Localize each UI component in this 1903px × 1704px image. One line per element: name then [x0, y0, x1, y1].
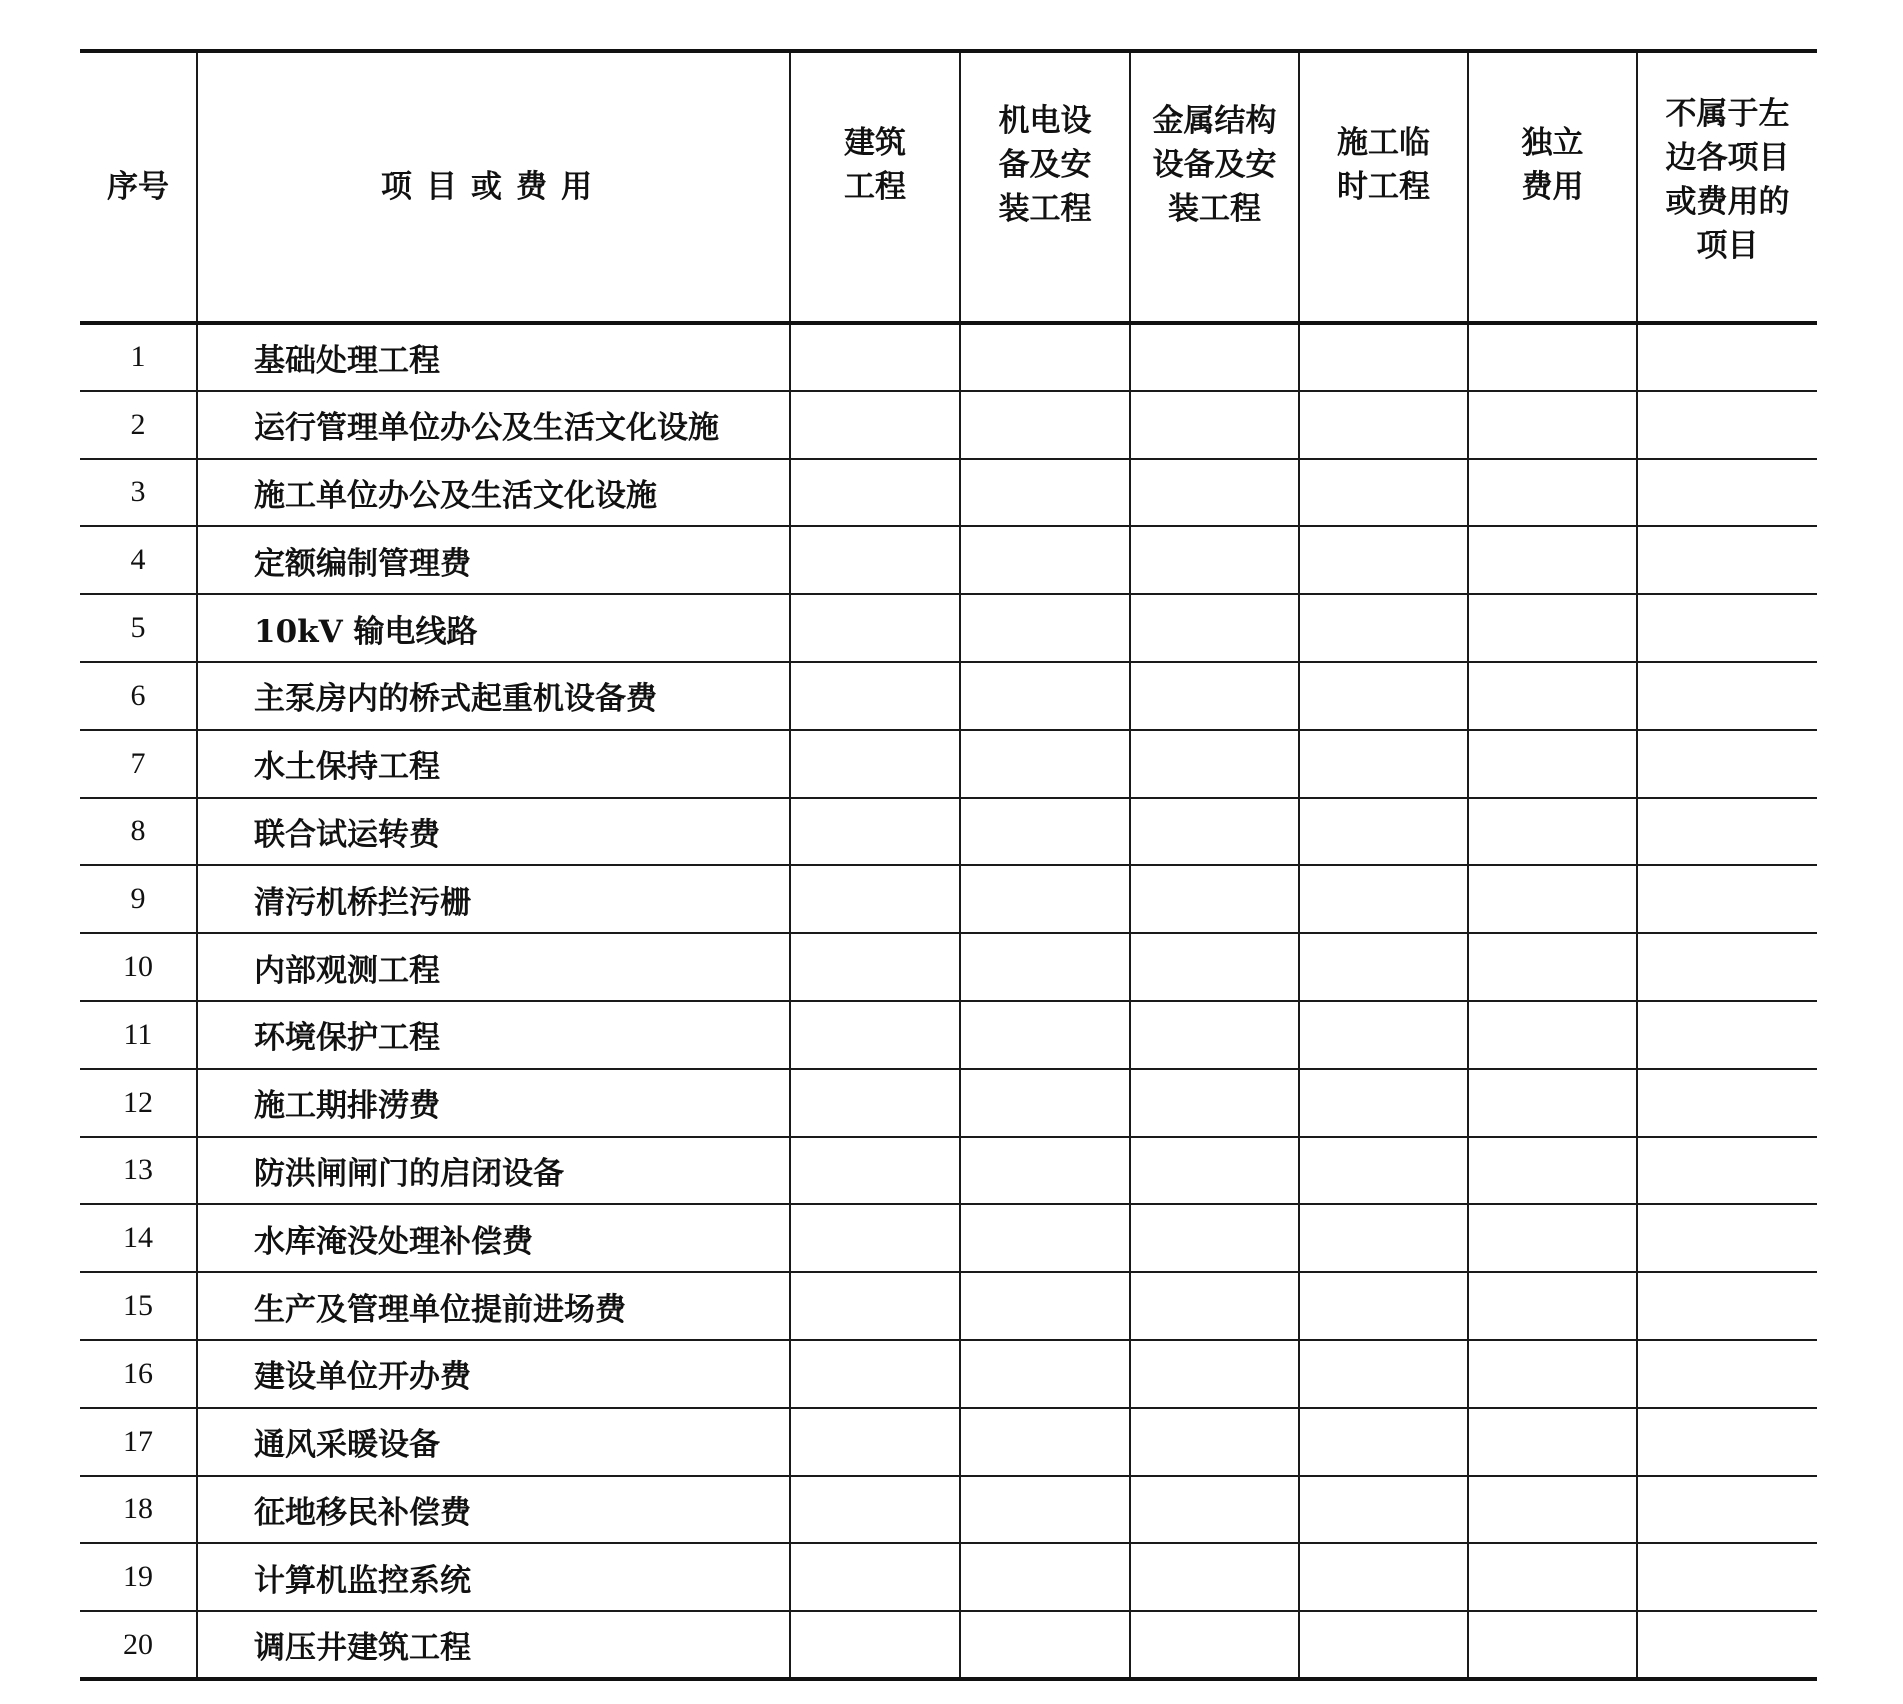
cell-metal: [1130, 1408, 1299, 1476]
table-header: [80, 51, 1817, 323]
row-seq: 7: [80, 730, 197, 798]
cell-metal: [1130, 526, 1299, 594]
row-seq: 1: [80, 323, 197, 391]
cell-mechanical: [960, 1476, 1130, 1544]
row-seq: 18: [80, 1476, 197, 1544]
cell-building: [790, 798, 960, 866]
cell-other: [1637, 1543, 1817, 1611]
cell-other: [1637, 933, 1817, 1001]
cell-mechanical: [960, 459, 1130, 527]
cell-other: [1637, 1408, 1817, 1476]
table-row: [80, 526, 1817, 594]
header-building-label: 建筑 工程: [844, 125, 906, 205]
table-row: [80, 1204, 1817, 1272]
cell-building: [790, 865, 960, 933]
cell-temporary: [1299, 459, 1468, 527]
table-row: [80, 1137, 1817, 1205]
cell-mechanical: [960, 323, 1130, 391]
cell-other: [1637, 662, 1817, 730]
cell-building: [790, 1137, 960, 1205]
cell-temporary: [1299, 1137, 1468, 1205]
cell-metal: [1130, 730, 1299, 798]
cell-building: [790, 1543, 960, 1611]
cell-temporary: [1299, 1611, 1468, 1679]
row-item-name: 基础处理工程: [197, 323, 790, 391]
row-seq: 20: [80, 1611, 197, 1679]
cell-temporary: [1299, 391, 1468, 459]
row-seq: 17: [80, 1408, 197, 1476]
cell-other: [1637, 1272, 1817, 1340]
cell-building: [790, 1476, 960, 1544]
cell-other: [1637, 391, 1817, 459]
cell-metal: [1130, 1137, 1299, 1205]
row-seq: 4: [80, 526, 197, 594]
table-row: [80, 1408, 1817, 1476]
row-item-name: 环境保护工程: [197, 1001, 790, 1069]
cell-building: [790, 1001, 960, 1069]
cell-mechanical: [960, 865, 1130, 933]
header-metal: [1130, 51, 1299, 323]
row-seq: 2: [80, 391, 197, 459]
cell-metal: [1130, 323, 1299, 391]
cell-building: [790, 526, 960, 594]
row-item-name: 调压井建筑工程: [197, 1611, 790, 1679]
cell-metal: [1130, 1204, 1299, 1272]
cell-temporary: [1299, 323, 1468, 391]
cell-building: [790, 1069, 960, 1137]
row-item-name: 建设单位开办费: [197, 1340, 790, 1408]
cell-other: [1637, 323, 1817, 391]
cell-mechanical: [960, 594, 1130, 662]
row-seq: 15: [80, 1272, 197, 1340]
header-temporary-label: 施工临 时工程: [1337, 125, 1430, 205]
row-item-name: 联合试运转费: [197, 798, 790, 866]
cell-other: [1637, 798, 1817, 866]
cell-metal: [1130, 1272, 1299, 1340]
cell-other: [1637, 1476, 1817, 1544]
cell-independent: [1468, 1340, 1637, 1408]
row-seq: 19: [80, 1543, 197, 1611]
row-seq: 12: [80, 1069, 197, 1137]
cell-mechanical: [960, 1272, 1130, 1340]
cell-temporary: [1299, 1340, 1468, 1408]
cell-independent: [1468, 459, 1637, 527]
cell-mechanical: [960, 1340, 1130, 1408]
table-row: [80, 865, 1817, 933]
cell-metal: [1130, 798, 1299, 866]
cell-metal: [1130, 1069, 1299, 1137]
table-row: [80, 594, 1817, 662]
row-item-name: 水库淹没处理补偿费: [197, 1204, 790, 1272]
cell-independent: [1468, 323, 1637, 391]
cell-building: [790, 391, 960, 459]
cell-metal: [1130, 662, 1299, 730]
cell-other: [1637, 1137, 1817, 1205]
cell-metal: [1130, 459, 1299, 527]
cell-mechanical: [960, 391, 1130, 459]
header-seq: [80, 51, 197, 323]
cell-mechanical: [960, 933, 1130, 1001]
row-seq: 13: [80, 1137, 197, 1205]
cell-independent: [1468, 933, 1637, 1001]
cell-mechanical: [960, 730, 1130, 798]
cell-temporary: [1299, 798, 1468, 866]
header-seq-label: 序号: [107, 169, 169, 205]
cell-independent: [1468, 1408, 1637, 1476]
cell-temporary: [1299, 526, 1468, 594]
cell-independent: [1468, 730, 1637, 798]
row-item-name: 计算机监控系统: [197, 1543, 790, 1611]
cell-building: [790, 1408, 960, 1476]
cell-independent: [1468, 526, 1637, 594]
header-mechanical: [960, 51, 1130, 323]
cell-building: [790, 459, 960, 527]
cell-mechanical: [960, 662, 1130, 730]
cell-other: [1637, 1204, 1817, 1272]
cell-metal: [1130, 1001, 1299, 1069]
cell-temporary: [1299, 933, 1468, 1001]
row-item-name: 主泵房内的桥式起重机设备费: [197, 662, 790, 730]
cell-metal: [1130, 1476, 1299, 1544]
row-item-name: 防洪闸闸门的启闭设备: [197, 1137, 790, 1205]
cell-independent: [1468, 1543, 1637, 1611]
table-row: [80, 391, 1817, 459]
table-row: [80, 1069, 1817, 1137]
row-seq: 10: [80, 933, 197, 1001]
cell-metal: [1130, 594, 1299, 662]
row-item-name: 10kV 输电线路: [197, 594, 790, 662]
header-item: [197, 51, 790, 323]
cell-mechanical: [960, 1204, 1130, 1272]
table-row: [80, 459, 1817, 527]
cell-independent: [1468, 1204, 1637, 1272]
table-body: [80, 323, 1817, 1679]
cell-temporary: [1299, 1001, 1468, 1069]
row-seq: 14: [80, 1204, 197, 1272]
cell-metal: [1130, 933, 1299, 1001]
cell-other: [1637, 865, 1817, 933]
row-seq: 6: [80, 662, 197, 730]
header-independent-label: 独立 费用: [1521, 125, 1584, 205]
cell-mechanical: [960, 1001, 1130, 1069]
row-item-name: 生产及管理单位提前进场费: [197, 1272, 790, 1340]
cell-mechanical: [960, 1137, 1130, 1205]
header-item-label: 项目或费用: [381, 169, 606, 205]
cell-building: [790, 323, 960, 391]
cell-mechanical: [960, 1543, 1130, 1611]
cell-mechanical: [960, 798, 1130, 866]
cell-independent: [1468, 1069, 1637, 1137]
cell-metal: [1130, 1543, 1299, 1611]
cell-temporary: [1299, 865, 1468, 933]
cell-building: [790, 730, 960, 798]
row-seq: 8: [80, 798, 197, 866]
cell-building: [790, 1340, 960, 1408]
cell-other: [1637, 459, 1817, 527]
cell-independent: [1468, 391, 1637, 459]
row-item-name: 水土保持工程: [197, 730, 790, 798]
row-seq: 5: [80, 594, 197, 662]
table-row: [80, 1476, 1817, 1544]
table-row: [80, 1001, 1817, 1069]
row-seq: 11: [80, 1001, 197, 1069]
header-metal-label: 金属结构 设备及安 装工程: [1152, 103, 1277, 227]
row-seq: 9: [80, 865, 197, 933]
cell-independent: [1468, 1001, 1637, 1069]
cell-independent: [1468, 1611, 1637, 1679]
row-item-name: 清污机桥拦污栅: [197, 865, 790, 933]
row-seq: 3: [80, 459, 197, 527]
cell-independent: [1468, 1137, 1637, 1205]
cell-independent: [1468, 798, 1637, 866]
cell-metal: [1130, 1611, 1299, 1679]
cell-other: [1637, 594, 1817, 662]
cell-independent: [1468, 865, 1637, 933]
table-row: [80, 730, 1817, 798]
header-row: [80, 51, 1817, 323]
cell-temporary: [1299, 1204, 1468, 1272]
row-item-name: 施工期排涝费: [197, 1069, 790, 1137]
cell-building: [790, 933, 960, 1001]
header-temporary: [1299, 51, 1468, 323]
cell-independent: [1468, 662, 1637, 730]
table-row: [80, 1611, 1817, 1679]
cell-independent: [1468, 1476, 1637, 1544]
cell-metal: [1130, 391, 1299, 459]
table-row: [80, 798, 1817, 866]
cell-temporary: [1299, 1408, 1468, 1476]
header-building: [790, 51, 960, 323]
cell-temporary: [1299, 730, 1468, 798]
cell-metal: [1130, 865, 1299, 933]
cell-building: [790, 594, 960, 662]
table-row: [80, 933, 1817, 1001]
row-seq: 16: [80, 1340, 197, 1408]
cell-mechanical: [960, 1611, 1130, 1679]
table-row: [80, 323, 1817, 391]
cell-independent: [1468, 594, 1637, 662]
table-row: [80, 662, 1817, 730]
cell-other: [1637, 1340, 1817, 1408]
cell-temporary: [1299, 662, 1468, 730]
cell-metal: [1130, 1340, 1299, 1408]
header-independent: [1468, 51, 1637, 323]
header-mechanical-label: 机电设 备及安 装工程: [998, 103, 1092, 227]
cell-mechanical: [960, 1069, 1130, 1137]
cell-temporary: [1299, 594, 1468, 662]
cell-temporary: [1299, 1272, 1468, 1340]
cell-other: [1637, 1069, 1817, 1137]
cell-temporary: [1299, 1069, 1468, 1137]
row-item-name: 定额编制管理费: [197, 526, 790, 594]
table-row: [80, 1340, 1817, 1408]
cell-building: [790, 1204, 960, 1272]
cost-classification-table: [80, 49, 1817, 1681]
row-item-name: 征地移民补偿费: [197, 1476, 790, 1544]
cell-building: [790, 1272, 960, 1340]
table-row: [80, 1543, 1817, 1611]
cell-mechanical: [960, 526, 1130, 594]
cell-other: [1637, 1001, 1817, 1069]
cell-temporary: [1299, 1476, 1468, 1544]
cell-independent: [1468, 1272, 1637, 1340]
cell-building: [790, 1611, 960, 1679]
header-other-label: 不属于左 边各项目 或费用的 项目: [1665, 96, 1790, 264]
cell-mechanical: [960, 1408, 1130, 1476]
table-row: [80, 1272, 1817, 1340]
cell-other: [1637, 730, 1817, 798]
cell-building: [790, 662, 960, 730]
cell-other: [1637, 1611, 1817, 1679]
row-item-name: 通风采暖设备: [197, 1408, 790, 1476]
cell-other: [1637, 526, 1817, 594]
row-item-name: 内部观测工程: [197, 933, 790, 1001]
row-item-name: 施工单位办公及生活文化设施: [197, 459, 790, 527]
header-other: [1637, 51, 1817, 323]
row-item-name: 运行管理单位办公及生活文化设施: [197, 391, 790, 459]
cell-temporary: [1299, 1543, 1468, 1611]
